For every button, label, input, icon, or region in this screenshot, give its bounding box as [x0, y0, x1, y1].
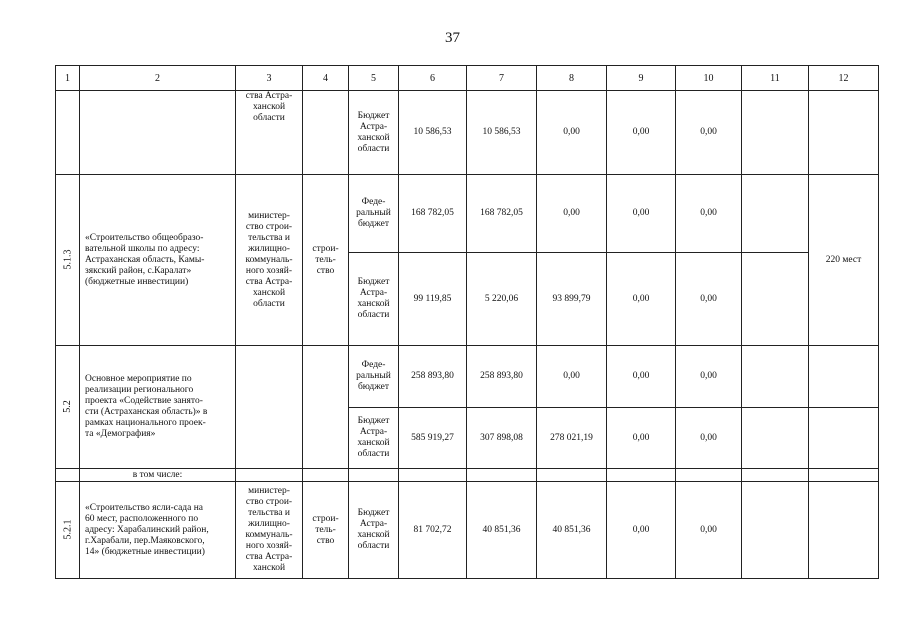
- table-row: [56, 346, 879, 408]
- header-cell: 9: [607, 66, 676, 91]
- result-cell: 220 мест: [809, 175, 879, 346]
- funding-source: Бюджет Астра- ханской области: [349, 253, 399, 346]
- including-label: в том числе:: [80, 469, 236, 482]
- value-col9: 0,00: [607, 175, 676, 253]
- value-col7: 168 782,05: [467, 175, 537, 253]
- work-type: строи- тель- ство: [303, 175, 349, 346]
- funding-source: Бюджет Астра- ханской области: [349, 482, 399, 579]
- table-row: [56, 482, 879, 579]
- value-col6: 585 919,27: [399, 408, 467, 469]
- value-col8: 0,00: [537, 346, 607, 408]
- header-row: [56, 66, 879, 91]
- table-row: [56, 469, 879, 482]
- value-col9: 0,00: [607, 408, 676, 469]
- page-number: 37: [445, 30, 460, 46]
- header-cell: 11: [742, 66, 809, 91]
- item-name: «Строительство ясли-сада на 60 мест, расположенного по адресу: Харабалинский район, г.Харабали, пер.Маяковского, 14» (бюджетные инвестиции): [80, 482, 236, 579]
- value-col10: 0,00: [676, 346, 742, 408]
- funding-source: Феде- ральный бюджет: [349, 346, 399, 408]
- executor-cell: министер- ство строи- тельства и жилищно- коммуналь- ного хозяй- ства Астра- ханской: [236, 482, 303, 579]
- value-col9: 0,00: [607, 253, 676, 346]
- funding-source: Бюджет Астра- ханской области: [349, 91, 399, 175]
- header-cell: 2: [80, 66, 236, 91]
- value-col7: 258 893,80: [467, 346, 537, 408]
- value-col8: 278 021,19: [537, 408, 607, 469]
- item-number-cell: [56, 175, 80, 346]
- value-col7: 10 586,53: [467, 91, 537, 175]
- header-cell: 3: [236, 66, 303, 91]
- funding-source: Бюджет Астра- ханской области: [349, 408, 399, 469]
- value-col6: 99 119,85: [399, 253, 467, 346]
- value-col9: 0,00: [607, 482, 676, 579]
- value-col7: 307 898,08: [467, 408, 537, 469]
- value-col10: 0,00: [676, 91, 742, 175]
- value-col8: 93 899,79: [537, 253, 607, 346]
- item-name: Основное мероприятие по реализации регионального проекта «Содействие занято- сти (Астраханская область)» в рамках национального проек- та «Демография»: [80, 346, 236, 469]
- header-cell: 10: [676, 66, 742, 91]
- value-col10: 0,00: [676, 408, 742, 469]
- value-col7: 5 220,06: [467, 253, 537, 346]
- item-number: 5.1.3: [62, 249, 73, 270]
- value-col9: 0,00: [607, 346, 676, 408]
- value-col8: 0,00: [537, 175, 607, 253]
- value-col9: 0,00: [607, 91, 676, 175]
- work-type: строи- тель- ство: [303, 482, 349, 579]
- value-col6: 10 586,53: [399, 91, 467, 175]
- item-number-cell: [56, 346, 80, 469]
- item-number-cell: [56, 482, 80, 579]
- item-name: «Строительство общеобразо- вательной школы по адресу: Астраханская область, Камы- зякский район, с.Каралат» (бюджетные инвестиции): [80, 175, 236, 346]
- value-col10: 0,00: [676, 482, 742, 579]
- table-row: [56, 91, 879, 175]
- value-col10: 0,00: [676, 175, 742, 253]
- executor-cell: ства Астра- ханской области: [236, 91, 303, 175]
- executor-cell: министер- ство строи- тельства и жилищно- коммуналь- ного хозяй- ства Астра- ханской области: [236, 175, 303, 346]
- value-col6: 168 782,05: [399, 175, 467, 253]
- value-col6: 81 702,72: [399, 482, 467, 579]
- header-cell: 7: [467, 66, 537, 91]
- header-cell: 12: [809, 66, 879, 91]
- header-cell: 1: [56, 66, 80, 91]
- header-cell: 6: [399, 66, 467, 91]
- value-col10: 0,00: [676, 253, 742, 346]
- funding-source: Феде- ральный бюджет: [349, 175, 399, 253]
- table-row: [56, 175, 879, 253]
- value-col8: 0,00: [537, 91, 607, 175]
- header-cell: 8: [537, 66, 607, 91]
- header-cell: 4: [303, 66, 349, 91]
- item-number: 5.2: [62, 400, 73, 413]
- item-number: 5.2.1: [62, 519, 73, 540]
- value-col7: 40 851,36: [467, 482, 537, 579]
- header-cell: 5: [349, 66, 399, 91]
- value-col6: 258 893,80: [399, 346, 467, 408]
- value-col8: 40 851,36: [537, 482, 607, 579]
- budget-table: [55, 65, 879, 579]
